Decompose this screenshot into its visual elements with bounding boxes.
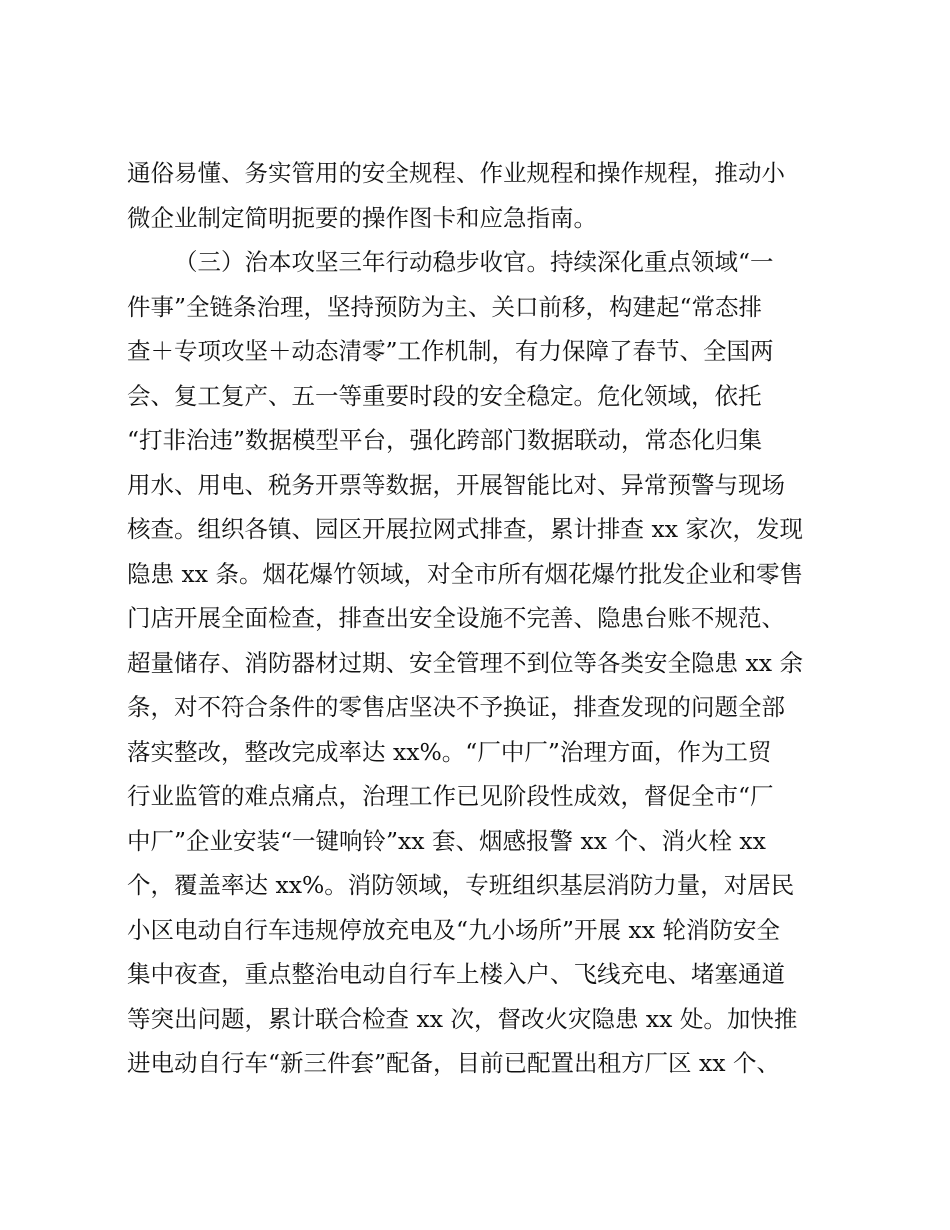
text-line: 落实整改，整改完成率达 xx%。“厂中厂”治理方面，作为工贸 xyxy=(127,737,772,766)
text-line: 用水、用电、税务开票等数据，开展智能比对、异常预警与现场 xyxy=(127,470,785,499)
text-line: 进电动自行车“新三件套”配备，目前已配置出租方厂区 xx 个、 xyxy=(127,1049,780,1077)
text-line: 门店开展全面检查，排查出安全设施不完善、隐患台账不规范、 xyxy=(127,604,785,632)
text-line: 会、复工复产、五一等重要时段的安全稳定。危化领域，依托 xyxy=(127,381,762,410)
text-line: 等突出问题，累计联合检查 xx 次，督改火灾隐患 xx 处。加快推 xyxy=(127,1004,798,1033)
text-line: 核查。组织各镇、园区开展拉网式排查，累计排查 xx 家次，发现 xyxy=(127,515,803,543)
text-line: “打非治违”数据模型平台，强化跨部门数据联动，常态化归集 xyxy=(127,426,763,454)
text-line: 隐患 xx 条。烟花爆竹领域，对全市所有烟花爆竹批发企业和零售 xyxy=(127,559,803,588)
text-line: 微企业制定简明扼要的操作图卡和应急指南。 xyxy=(127,203,597,232)
text-line: 查＋专项攻坚＋动态清零”工作机制，有力保障了春节、全国两 xyxy=(127,337,774,365)
text-line: 小区电动自行车违规停放充电及“九小场所”开展 xx 轮消防安全 xyxy=(127,915,780,944)
body-text xyxy=(127,151,837,1086)
text-line: 条，对不符合条件的零售店坚决不予换证，排查发现的问题全部 xyxy=(127,693,785,721)
section-heading-line: （三）治本攻坚三年行动稳步收官。持续深化重点领域“一 xyxy=(174,248,774,276)
text-line: 超量储存、消防器材过期、安全管理不到位等各类安全隐患 xx 余 xyxy=(127,648,803,677)
text-line: 件事”全链条治理，坚持预防为主、关口前移，构建起“常态排 xyxy=(127,292,763,321)
text-line: 通俗易懂、务实管用的安全规程、作业规程和操作规程，推动小 xyxy=(127,159,785,187)
text-line: 个，覆盖率达 xx%。消防领域，专班组织基层消防力量，对居民 xyxy=(127,871,795,899)
text-line: 集中夜查，重点整治电动自行车上楼入户、飞线充电、堵塞通道 xyxy=(127,960,785,988)
text-line: 行业监管的难点痛点，治理工作已见阶段性成效，督促全市“厂 xyxy=(127,782,774,810)
text-line: 中厂”企业安装“一键响铃”xx 套、烟感报警 xx 个、消火栓 xx xyxy=(127,826,766,855)
